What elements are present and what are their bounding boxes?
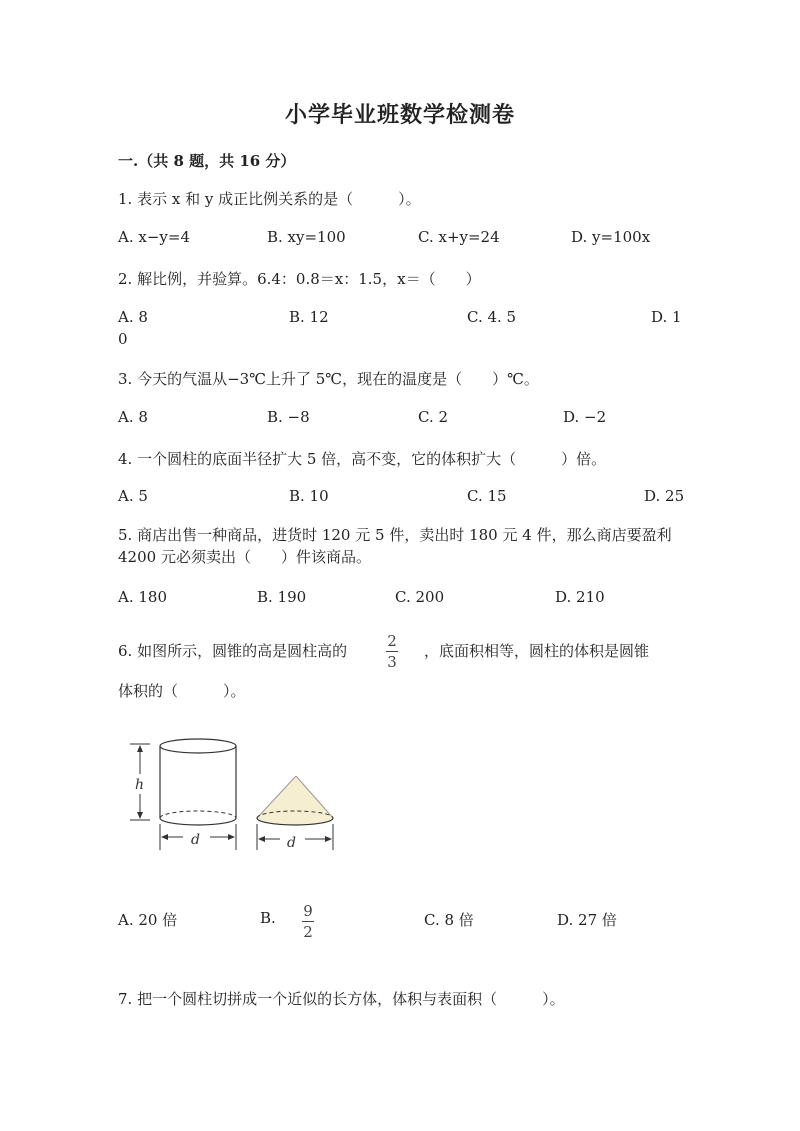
q3-option-b[interactable]: B. −8 — [267, 408, 310, 426]
q4-option-b[interactable]: B. 10 — [289, 487, 329, 505]
page-title: 小学毕业班数学检测卷 — [284, 102, 515, 128]
section-header: 一.（共 8 题，共 16 分） — [118, 152, 296, 170]
q1-option-b[interactable]: B. xy=100 — [267, 228, 346, 246]
q3-option-d[interactable]: D. −2 — [563, 408, 607, 426]
q5-option-c[interactable]: C. 200 — [395, 588, 445, 606]
question-4: 4. 一个圆柱的底面半径扩大 5 倍，高不变，它的体积扩大（ ）倍。 — [118, 450, 607, 468]
q2-option-d[interactable]: D. 1 — [651, 308, 682, 326]
cone-diameter-label: d — [287, 835, 296, 851]
q6-option-c[interactable]: C. 8 倍 — [424, 911, 474, 929]
q4-option-c[interactable]: C. 15 — [467, 487, 507, 505]
question-7: 7. 把一个圆柱切拼成一个近似的长方体，体积与表面积（ ）。 — [118, 990, 565, 1008]
height-label: h — [135, 777, 145, 793]
question-6-text-c: 体积的（ ）。 — [118, 682, 246, 700]
question-3: 3. 今天的气温从−3℃上升了 5℃，现在的温度是（ ）℃。 — [118, 370, 539, 388]
question-5: 5. 商店出售一种商品，进货时 120 元 5 件，卖出时 180 元 4 件，那么商店要盈利 4200 元必须卖出（ ）件该商品。 — [118, 526, 672, 566]
cylinder-diameter-label: d — [191, 832, 200, 848]
q2-option-a[interactable]: A. 8 — [118, 308, 148, 326]
fraction-bar — [302, 921, 314, 922]
q1-option-d[interactable]: D. y=100x — [571, 228, 651, 246]
q6-option-d[interactable]: D. 27 倍 — [557, 911, 617, 929]
q6-option-b[interactable]: B. — [260, 909, 276, 927]
q4-option-a[interactable]: A. 5 — [118, 487, 148, 505]
q2-option-b[interactable]: B. 12 — [289, 308, 329, 326]
q6-fraction — [386, 632, 398, 671]
question-1: 1. 表示 x 和 y 成正比例关系的是（ ）。 — [118, 190, 421, 208]
q6-option-a[interactable]: A. 20 倍 — [118, 911, 178, 929]
q1-option-c[interactable]: C. x+y=24 — [418, 228, 500, 246]
question-6-text-a: 6. 如图所示，圆锥的高是圆柱高的 — [118, 642, 348, 660]
question-2: 2. 解比例，并验算。6.4：0.8＝x：1.5，x＝（ ） — [118, 270, 481, 288]
q5-option-a[interactable]: A. 180 — [118, 588, 167, 606]
fraction-denominator: 3 — [387, 653, 397, 671]
fraction-numerator: 9 — [303, 902, 313, 920]
q5-option-b[interactable]: B. 190 — [257, 588, 307, 606]
q6-option-b-fraction — [302, 902, 314, 941]
fraction-denominator: 2 — [303, 923, 313, 941]
fraction-bar — [386, 651, 398, 652]
q3-option-c[interactable]: C. 2 — [418, 408, 449, 426]
q4-option-d[interactable]: D. 25 — [644, 487, 685, 505]
q1-option-a[interactable]: A. x−y=4 — [118, 228, 190, 246]
q2-option-d-wrap: 0 — [118, 330, 128, 348]
q2-option-c[interactable]: C. 4. 5 — [467, 308, 517, 326]
question-6-text-b: ，底面积相等，圆柱的体积是圆锥 — [424, 642, 650, 660]
fraction-numerator: 2 — [387, 632, 397, 650]
cylinder-cone-figure — [120, 732, 350, 857]
q3-option-a[interactable]: A. 8 — [118, 408, 148, 426]
q5-option-d[interactable]: D. 210 — [555, 588, 605, 606]
